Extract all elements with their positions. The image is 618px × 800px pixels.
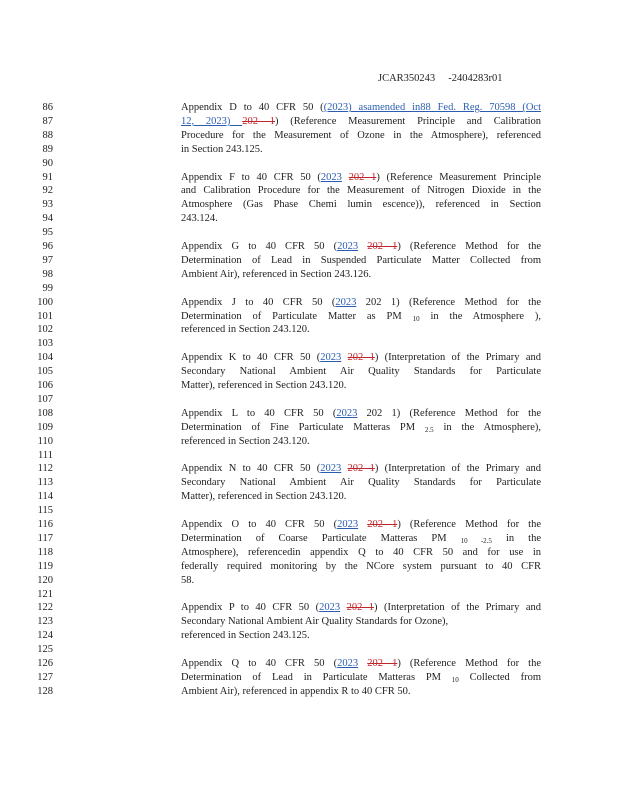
text-segment: Appendix F to 40 CFR 50 ( bbox=[181, 171, 321, 183]
inserted-text: 2023 bbox=[319, 602, 341, 614]
text-segment: Appendix J to 40 CFR 50 ( bbox=[181, 296, 336, 308]
line-number: 101 bbox=[37, 310, 53, 322]
line-number: 127 bbox=[37, 671, 53, 683]
text-line bbox=[181, 518, 541, 532]
line-number: 96 bbox=[42, 241, 53, 252]
text-segment: 243.124. bbox=[181, 213, 218, 225]
text-segment: ) (Reference Method for the bbox=[397, 241, 542, 252]
line-number: 125 bbox=[37, 644, 53, 656]
text-line bbox=[181, 574, 541, 588]
line-number: 121 bbox=[37, 588, 53, 600]
text-segment: Atmosphere), referencedin appendix Q to 40 CFR 50 and for use in bbox=[181, 546, 541, 558]
line-number: 110 bbox=[37, 435, 53, 447]
text-segment: Secondary National Ambient Air Quality Standards for Particulate bbox=[181, 366, 541, 378]
line-number: 91 bbox=[42, 171, 53, 183]
text-segment: Collected from bbox=[458, 671, 541, 683]
line-number: 114 bbox=[37, 491, 53, 503]
text-segment: in the Atmosphere ), bbox=[419, 310, 542, 322]
text-segment: Appendix Q to 40 CFR 50 ( bbox=[181, 658, 338, 669]
text-line bbox=[181, 601, 541, 615]
text-line bbox=[181, 560, 541, 574]
line-number: 104 bbox=[37, 352, 53, 364]
line-number: 98 bbox=[42, 268, 53, 280]
text-segment: Determination of Lead in Particulate Matteras PM bbox=[181, 671, 452, 683]
line-number: 108 bbox=[37, 407, 53, 419]
inserted-text: 2023 bbox=[320, 463, 342, 475]
deleted-text: 202 1 bbox=[367, 658, 398, 669]
text-segment: referenced in Section 243.120. bbox=[181, 324, 310, 336]
text-segment: Appendix L to 40 CFR 50 ( bbox=[181, 407, 337, 419]
text-segment: Appendix D to 40 CFR 50 ( bbox=[181, 102, 324, 113]
text-segment bbox=[358, 519, 367, 530]
inserted-text: 2023 bbox=[335, 296, 357, 308]
line-number: 120 bbox=[37, 574, 53, 586]
text-segment: Matter), referenced in Section 243.120. bbox=[181, 380, 347, 391]
line-number: 124 bbox=[37, 630, 53, 642]
document-header-id: JCAR350243 -2404283r01 bbox=[378, 73, 503, 84]
text-segment: Atmosphere (Gas Phase Chemi lumin escence)), referenced in Section bbox=[181, 199, 541, 211]
subscript-text: 10 bbox=[412, 314, 420, 323]
deleted-text: 202 1 bbox=[367, 241, 398, 252]
inserted-text: 2023 bbox=[336, 407, 358, 419]
text-line bbox=[181, 546, 541, 560]
line-number: 123 bbox=[37, 616, 53, 628]
text-line bbox=[181, 323, 541, 337]
inserted-text: (2023) asamended in88 Fed. Reg. 70598 (Oct bbox=[323, 102, 541, 113]
line-number: 93 bbox=[42, 199, 53, 211]
text-segment: Procedure for the Measurement of Ozone in the Atmosphere), referenced bbox=[181, 129, 541, 141]
text-line bbox=[181, 379, 541, 393]
text-segment: Ambient Air), referenced in Section 243.126. bbox=[181, 268, 372, 280]
text-segment: 202 1) (Reference Method for the bbox=[356, 296, 541, 308]
text-line bbox=[181, 407, 541, 421]
text-segment: ) (Reference Measurement Principle bbox=[376, 171, 542, 183]
text-segment: ) (Interpretation of the Primary and bbox=[374, 352, 541, 364]
text-segment: ) (Interpretation of the Primary and bbox=[374, 463, 541, 475]
text-line bbox=[181, 365, 541, 379]
text-segment bbox=[358, 658, 367, 669]
deleted-text: 202 1 bbox=[367, 519, 398, 530]
text-segment: in the Atmosphere), bbox=[433, 421, 542, 433]
line-number: 90 bbox=[42, 157, 53, 169]
text-segment: in the bbox=[491, 532, 541, 544]
text-segment: Secondary National Ambient Air Quality Standards for Ozone), bbox=[181, 616, 449, 628]
line-number: 115 bbox=[37, 505, 53, 517]
text-segment: Secondary National Ambient Air Quality Standards for Particulate bbox=[181, 477, 541, 489]
text-line bbox=[181, 198, 541, 212]
deleted-text: 202 1 bbox=[242, 115, 276, 127]
line-number: 94 bbox=[42, 213, 53, 225]
text-segment bbox=[358, 241, 367, 252]
text-segment: in Section 243.125. bbox=[181, 143, 263, 155]
line-number: 128 bbox=[37, 685, 53, 697]
inserted-text: 12, 2023) bbox=[181, 115, 243, 127]
text-line bbox=[181, 435, 541, 449]
text-segment: and Calibration Procedure for the Measurement of Nitrogen Dioxide in the bbox=[181, 185, 541, 197]
text-segment: Ambient Air), referenced in appendix R to 40 CFR 50. bbox=[181, 685, 411, 697]
line-number: 88 bbox=[42, 129, 53, 141]
deleted-text: 202 1 bbox=[348, 171, 377, 183]
text-segment: ) (Reference Method for the bbox=[397, 519, 542, 530]
line-number: 107 bbox=[37, 393, 53, 405]
subscript-text: 10 bbox=[451, 675, 459, 684]
text-line bbox=[181, 129, 541, 143]
inserted-text: 2023 bbox=[320, 171, 342, 183]
line-number: 105 bbox=[37, 366, 53, 378]
inserted-text: 2023 bbox=[337, 658, 359, 669]
line-number: 118 bbox=[37, 546, 53, 558]
line-number: 86 bbox=[42, 102, 53, 113]
line-number: 99 bbox=[42, 282, 53, 294]
text-line bbox=[181, 115, 541, 129]
deleted-text: 202 1 bbox=[346, 602, 375, 614]
line-number: 116 bbox=[37, 519, 53, 530]
line-number: 87 bbox=[42, 115, 53, 127]
text-segment: Determination of Fine Particulate Matteras PM bbox=[181, 421, 425, 433]
text-segment: ) (Reference Measurement Principle and Calibration bbox=[275, 115, 541, 127]
text-line bbox=[181, 268, 541, 282]
text-segment: Appendix K to 40 CFR 50 ( bbox=[181, 352, 321, 364]
text-line bbox=[181, 351, 541, 365]
inserted-text: 2023 bbox=[337, 241, 359, 252]
text-segment: Determination of Lead in Suspended Particulate Matter Collected from bbox=[181, 254, 541, 266]
text-line bbox=[181, 490, 541, 504]
text-segment: ) (Interpretation of the Primary and bbox=[374, 602, 542, 614]
text-line bbox=[181, 657, 541, 671]
text-line bbox=[181, 143, 541, 157]
line-number: 112 bbox=[37, 463, 53, 475]
line-number: 97 bbox=[42, 254, 53, 266]
line-number: 122 bbox=[37, 602, 53, 614]
text-segment bbox=[342, 172, 349, 183]
line-number: 106 bbox=[37, 380, 53, 391]
deleted-text: 202 1 bbox=[347, 352, 375, 364]
line-number: 126 bbox=[37, 658, 53, 669]
text-line bbox=[181, 171, 541, 185]
text-segment: 202 1) (Reference Method for the bbox=[357, 407, 541, 419]
text-segment: Determination of Particulate Matter as PM bbox=[181, 310, 413, 322]
text-line bbox=[181, 240, 541, 254]
subscript-text: 10 -2.5 bbox=[460, 536, 492, 545]
line-number: 92 bbox=[42, 185, 53, 197]
text-line bbox=[181, 462, 541, 476]
line-number: 103 bbox=[37, 338, 53, 350]
text-line bbox=[181, 685, 541, 699]
text-segment: Appendix O to 40 CFR 50 ( bbox=[181, 519, 338, 530]
text-line bbox=[181, 629, 541, 643]
text-segment: Appendix P to 40 CFR 50 ( bbox=[181, 602, 320, 614]
text-segment: referenced in Section 243.125. bbox=[181, 630, 310, 642]
text-line bbox=[181, 296, 541, 310]
text-segment: Determination of Coarse Particulate Matteras PM bbox=[181, 532, 461, 544]
text-segment: federally required monitoring by the NCore system pursuant to 40 CFR bbox=[181, 560, 541, 572]
text-line bbox=[181, 212, 541, 226]
line-number: 117 bbox=[37, 532, 53, 544]
line-number: 89 bbox=[42, 143, 53, 155]
inserted-text: 2023 bbox=[337, 519, 359, 530]
line-number: 111 bbox=[38, 449, 53, 461]
inserted-text: 2023 bbox=[320, 352, 342, 364]
line-number: 113 bbox=[37, 477, 53, 489]
line-number: 95 bbox=[42, 227, 53, 239]
text-segment: Appendix G to 40 CFR 50 ( bbox=[181, 241, 338, 252]
line-number: 109 bbox=[37, 421, 53, 433]
text-line bbox=[181, 101, 541, 115]
subscript-text: 2.5 bbox=[424, 425, 434, 434]
text-line bbox=[181, 476, 541, 490]
deleted-text: 202 1 bbox=[347, 463, 375, 475]
text-line bbox=[181, 615, 541, 629]
line-number: 102 bbox=[37, 324, 53, 336]
text-segment: referenced in Section 243.120. bbox=[181, 435, 310, 447]
line-number: 100 bbox=[37, 296, 53, 308]
line-number: 119 bbox=[37, 560, 53, 572]
text-segment: ) (Reference Method for the bbox=[397, 658, 542, 669]
text-line bbox=[181, 184, 541, 198]
text-segment: Matter), referenced in Section 243.120. bbox=[181, 491, 347, 503]
text-line bbox=[181, 254, 541, 268]
text-segment: Appendix N to 40 CFR 50 ( bbox=[181, 463, 321, 475]
text-segment: 58. bbox=[181, 574, 195, 586]
